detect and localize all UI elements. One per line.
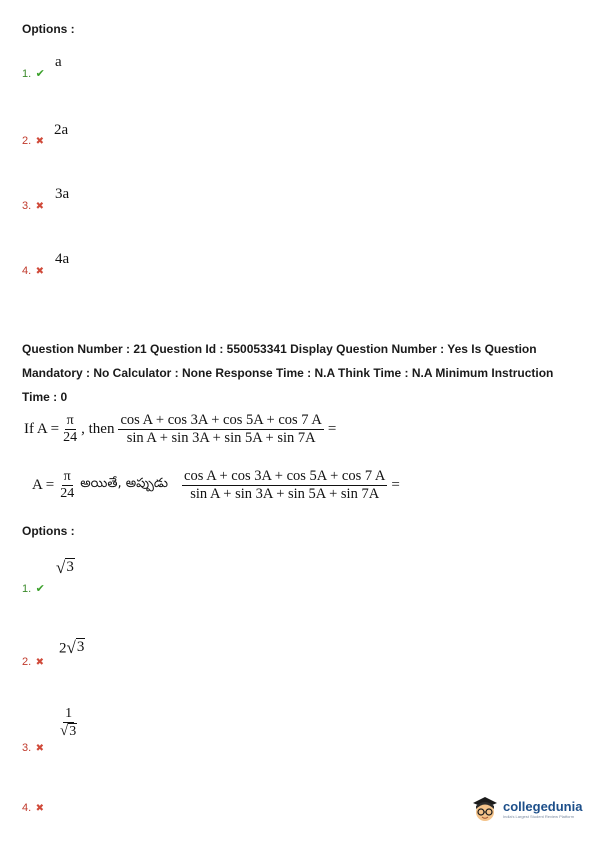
fraction-pi-24: $\frac{\pi}{24}$ <box>63 412 78 445</box>
option-4[interactable] <box>22 261 44 279</box>
option-2-text: 2a <box>54 122 69 138</box>
telugu-text: అయితే, అప్పుడు <box>80 476 169 492</box>
logo-tagline: India's Largest Student Review Platform <box>503 814 575 819</box>
cross-icon: ✖ <box>35 201 45 212</box>
option-number: 3. <box>22 200 32 212</box>
option-1-text: a <box>55 54 62 70</box>
equals-sign: = <box>327 420 337 437</box>
question-if: If A = <box>24 420 60 437</box>
option-4-text: 4a <box>55 251 70 267</box>
fraction-expression: $\frac{\text{cos A + cos 3A + cos 5A + cos 7 A}}{\text{sin A + sin 3A + sin 5A + sin 7A}}$ <box>184 468 386 502</box>
option-3-text: 1 √ 3 <box>60 706 77 740</box>
option-2[interactable] <box>22 131 44 149</box>
option-2[interactable] <box>22 652 44 670</box>
option-4[interactable] <box>22 798 44 816</box>
option-1[interactable] <box>22 579 45 597</box>
option-number: 4. <box>22 265 32 277</box>
options-heading: Options : <box>22 524 75 538</box>
option-1-text: √ 3 <box>56 557 74 577</box>
mascot-icon <box>470 794 500 826</box>
option-3[interactable] <box>22 196 44 214</box>
question-meta <box>22 337 582 409</box>
option-2-text: 2 √ 3 <box>59 637 85 657</box>
meta-line: Question Number : 21 Question Id : 550053341 Display Question Number : Yes Is Question <box>22 342 537 356</box>
logo-name: collegedunia <box>503 799 583 814</box>
cross-icon: ✖ <box>35 743 45 754</box>
option-1[interactable] <box>22 64 45 82</box>
cross-icon: ✖ <box>35 136 45 147</box>
question-then: , then <box>81 420 115 437</box>
cross-icon: ✖ <box>35 266 45 277</box>
option-number: 3. <box>22 742 32 754</box>
options-heading: Options : <box>22 22 75 36</box>
meta-line: Mandatory : No Calculator : None Response Time : N.A Think Time : N.A Minimum Instruction <box>22 366 554 380</box>
question-english <box>24 412 336 446</box>
option-number: 2. <box>22 135 32 147</box>
cross-icon: ✖ <box>35 803 45 814</box>
check-icon: ✔ <box>35 68 45 80</box>
option-number: 2. <box>22 656 32 668</box>
cross-icon: ✖ <box>35 657 45 668</box>
option-number: 1. <box>22 583 32 595</box>
fraction-expression: $\frac{\text{cos A + cos 3A + cos 5A + cos 7 A}}{\text{sin A + sin 3A + sin 5A + sin 7A}}$ <box>120 412 322 446</box>
option-number: 4. <box>22 802 32 814</box>
question-telugu <box>32 468 400 502</box>
check-icon: ✔ <box>35 583 45 595</box>
option-3-text: 3a <box>55 186 70 202</box>
fraction-pi-24: $\frac{\pi}{24}$ <box>60 468 75 501</box>
option-number: 1. <box>22 68 32 80</box>
meta-line: Time : 0 <box>22 390 68 404</box>
collegedunia-logo <box>470 794 582 826</box>
question-a: A = <box>32 476 55 493</box>
equals-sign: = <box>391 476 400 493</box>
option-3[interactable] <box>22 738 44 756</box>
